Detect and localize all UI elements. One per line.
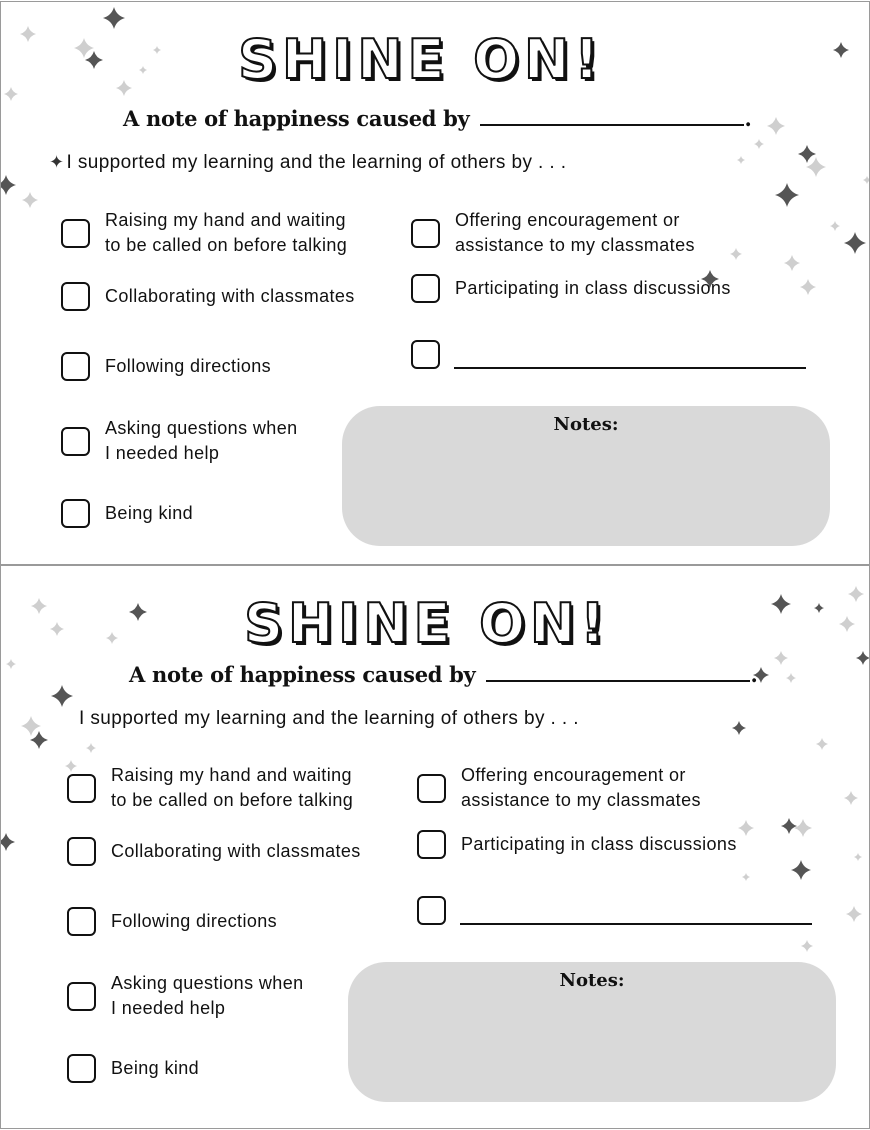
custom-entry-line[interactable]: [460, 897, 812, 925]
sparkle-star-icon: [51, 685, 73, 707]
checklist-item[interactable]: [67, 837, 361, 866]
custom-entry-line[interactable]: [454, 341, 806, 369]
checklist-label: Being kind: [111, 1058, 200, 1078]
checkbox[interactable]: [61, 282, 90, 311]
shine-on-card-2: [0, 565, 870, 1129]
checklist-item[interactable]: [67, 763, 353, 813]
sparkle-star-icon: [775, 183, 799, 207]
checklist-item[interactable]: [61, 499, 193, 528]
checkbox[interactable]: [417, 830, 446, 859]
sparkle-star-icon: [863, 176, 870, 184]
sparkle-star-icon: [732, 721, 746, 735]
checklist-label: Offering encouragement or assistance to my classmates: [461, 765, 701, 810]
checklist-item[interactable]: [417, 830, 737, 859]
sparkle-star-icon: [816, 738, 828, 750]
sparkle-star-icon: [844, 791, 858, 805]
sparkle-star-icon: [742, 873, 750, 881]
checkbox[interactable]: [67, 774, 96, 803]
checklist-item[interactable]: [61, 208, 347, 258]
sparkle-star-icon: [798, 145, 816, 163]
notes-label: Notes:: [553, 414, 619, 435]
checklist-label: Asking questions when I needed help: [105, 418, 298, 463]
checklist-label: Following directions: [111, 911, 278, 931]
name-blank-line[interactable]: [486, 660, 750, 682]
checklist-label: Collaborating with classmates: [111, 841, 361, 861]
shine-on-card-1: [0, 1, 870, 565]
checkbox[interactable]: [411, 340, 440, 369]
sparkle-star-icon: [767, 117, 785, 135]
checkbox[interactable]: [67, 837, 96, 866]
checklist-item-custom[interactable]: [417, 896, 812, 925]
notes-box[interactable]: [348, 962, 836, 1102]
sparkle-star-icon: [830, 221, 840, 231]
sparkle-star-icon: [754, 139, 764, 149]
checkbox[interactable]: [61, 219, 90, 248]
sparkle-star-icon: [848, 586, 864, 602]
sparkle-star-icon: [103, 7, 125, 29]
sparkle-star-icon: [854, 853, 862, 861]
sparkle-star-icon: [1, 175, 16, 195]
checklist-item[interactable]: [67, 907, 277, 936]
sparkle-star-icon: [6, 659, 16, 669]
lead-sentence: ✦ I supported my learning and the learning of others by . . .: [49, 152, 567, 173]
sparkle-star-icon: [806, 157, 826, 177]
card-title: SHINE ON!: [238, 28, 604, 91]
sparkle-star-icon: [738, 820, 754, 836]
sparkle-star-icon: [781, 818, 797, 834]
name-blank-line[interactable]: [480, 104, 744, 126]
checkbox[interactable]: [61, 427, 90, 456]
checkbox[interactable]: [67, 982, 96, 1011]
sparkle-star-icon: [737, 156, 745, 164]
card-title: SHINE ON!: [244, 592, 610, 655]
checkbox[interactable]: [61, 499, 90, 528]
sparkle-star-icon: [786, 673, 796, 683]
subtitle: A note of happiness caused by .: [123, 106, 752, 131]
sparkle-star-icon: [730, 248, 742, 260]
checklist-item[interactable]: [67, 971, 304, 1021]
checklist-item-custom[interactable]: [411, 340, 806, 369]
sparkle-star-icon: [30, 731, 48, 749]
sparkle-star-icon: [791, 860, 811, 880]
sparkle-star-icon: [22, 192, 38, 208]
checklist-label: Offering encouragement or assistance to my classmates: [455, 210, 695, 255]
checklist-item[interactable]: [61, 282, 355, 311]
checklist-item[interactable]: [67, 1054, 199, 1083]
lead-sentence: I supported my learning and the learning of others by . . .: [79, 708, 579, 729]
checklist-label: Asking questions when I needed help: [111, 973, 304, 1018]
sparkle-star-icon: [21, 716, 41, 736]
checklist-item[interactable]: [411, 208, 695, 258]
sparkle-star-icon: [784, 255, 800, 271]
checklist-label: Collaborating with classmates: [105, 286, 355, 306]
checklist-label: Following directions: [105, 356, 272, 376]
sparkle-star-icon: [846, 906, 862, 922]
checklist-item[interactable]: [61, 352, 271, 381]
checklist-label: Participating in class discussions: [455, 278, 731, 298]
notes-box[interactable]: [342, 406, 830, 546]
checkbox[interactable]: [67, 907, 96, 936]
checklist-label: Participating in class discussions: [461, 834, 737, 854]
notes-label: Notes:: [559, 970, 625, 991]
checkbox[interactable]: [417, 774, 446, 803]
subtitle: A note of happiness caused by .: [129, 662, 758, 687]
sparkle-star-icon: [801, 940, 813, 952]
sparkle-star-icon: [86, 743, 96, 753]
checklist-label: Being kind: [105, 503, 194, 523]
checklist-item[interactable]: [61, 416, 298, 466]
checkbox[interactable]: [61, 352, 90, 381]
checkbox[interactable]: [411, 219, 440, 248]
sparkle-star-icon: ✦: [49, 152, 65, 172]
sparkle-star-icon: [856, 651, 870, 665]
sparkle-star-icon: [844, 232, 866, 254]
checklist-item[interactable]: [411, 274, 731, 303]
checkbox[interactable]: [417, 896, 446, 925]
sparkle-star-icon: [1, 833, 15, 851]
checkbox[interactable]: [411, 274, 440, 303]
checklist-item[interactable]: [417, 763, 701, 813]
checkbox[interactable]: [67, 1054, 96, 1083]
sparkle-star-icon: [800, 279, 816, 295]
sparkle-star-icon: [794, 819, 812, 837]
checklist-label: Raising my hand and waiting to be called on before talking: [111, 765, 354, 810]
checklist-label: Raising my hand and waiting to be called on before talking: [105, 210, 348, 255]
